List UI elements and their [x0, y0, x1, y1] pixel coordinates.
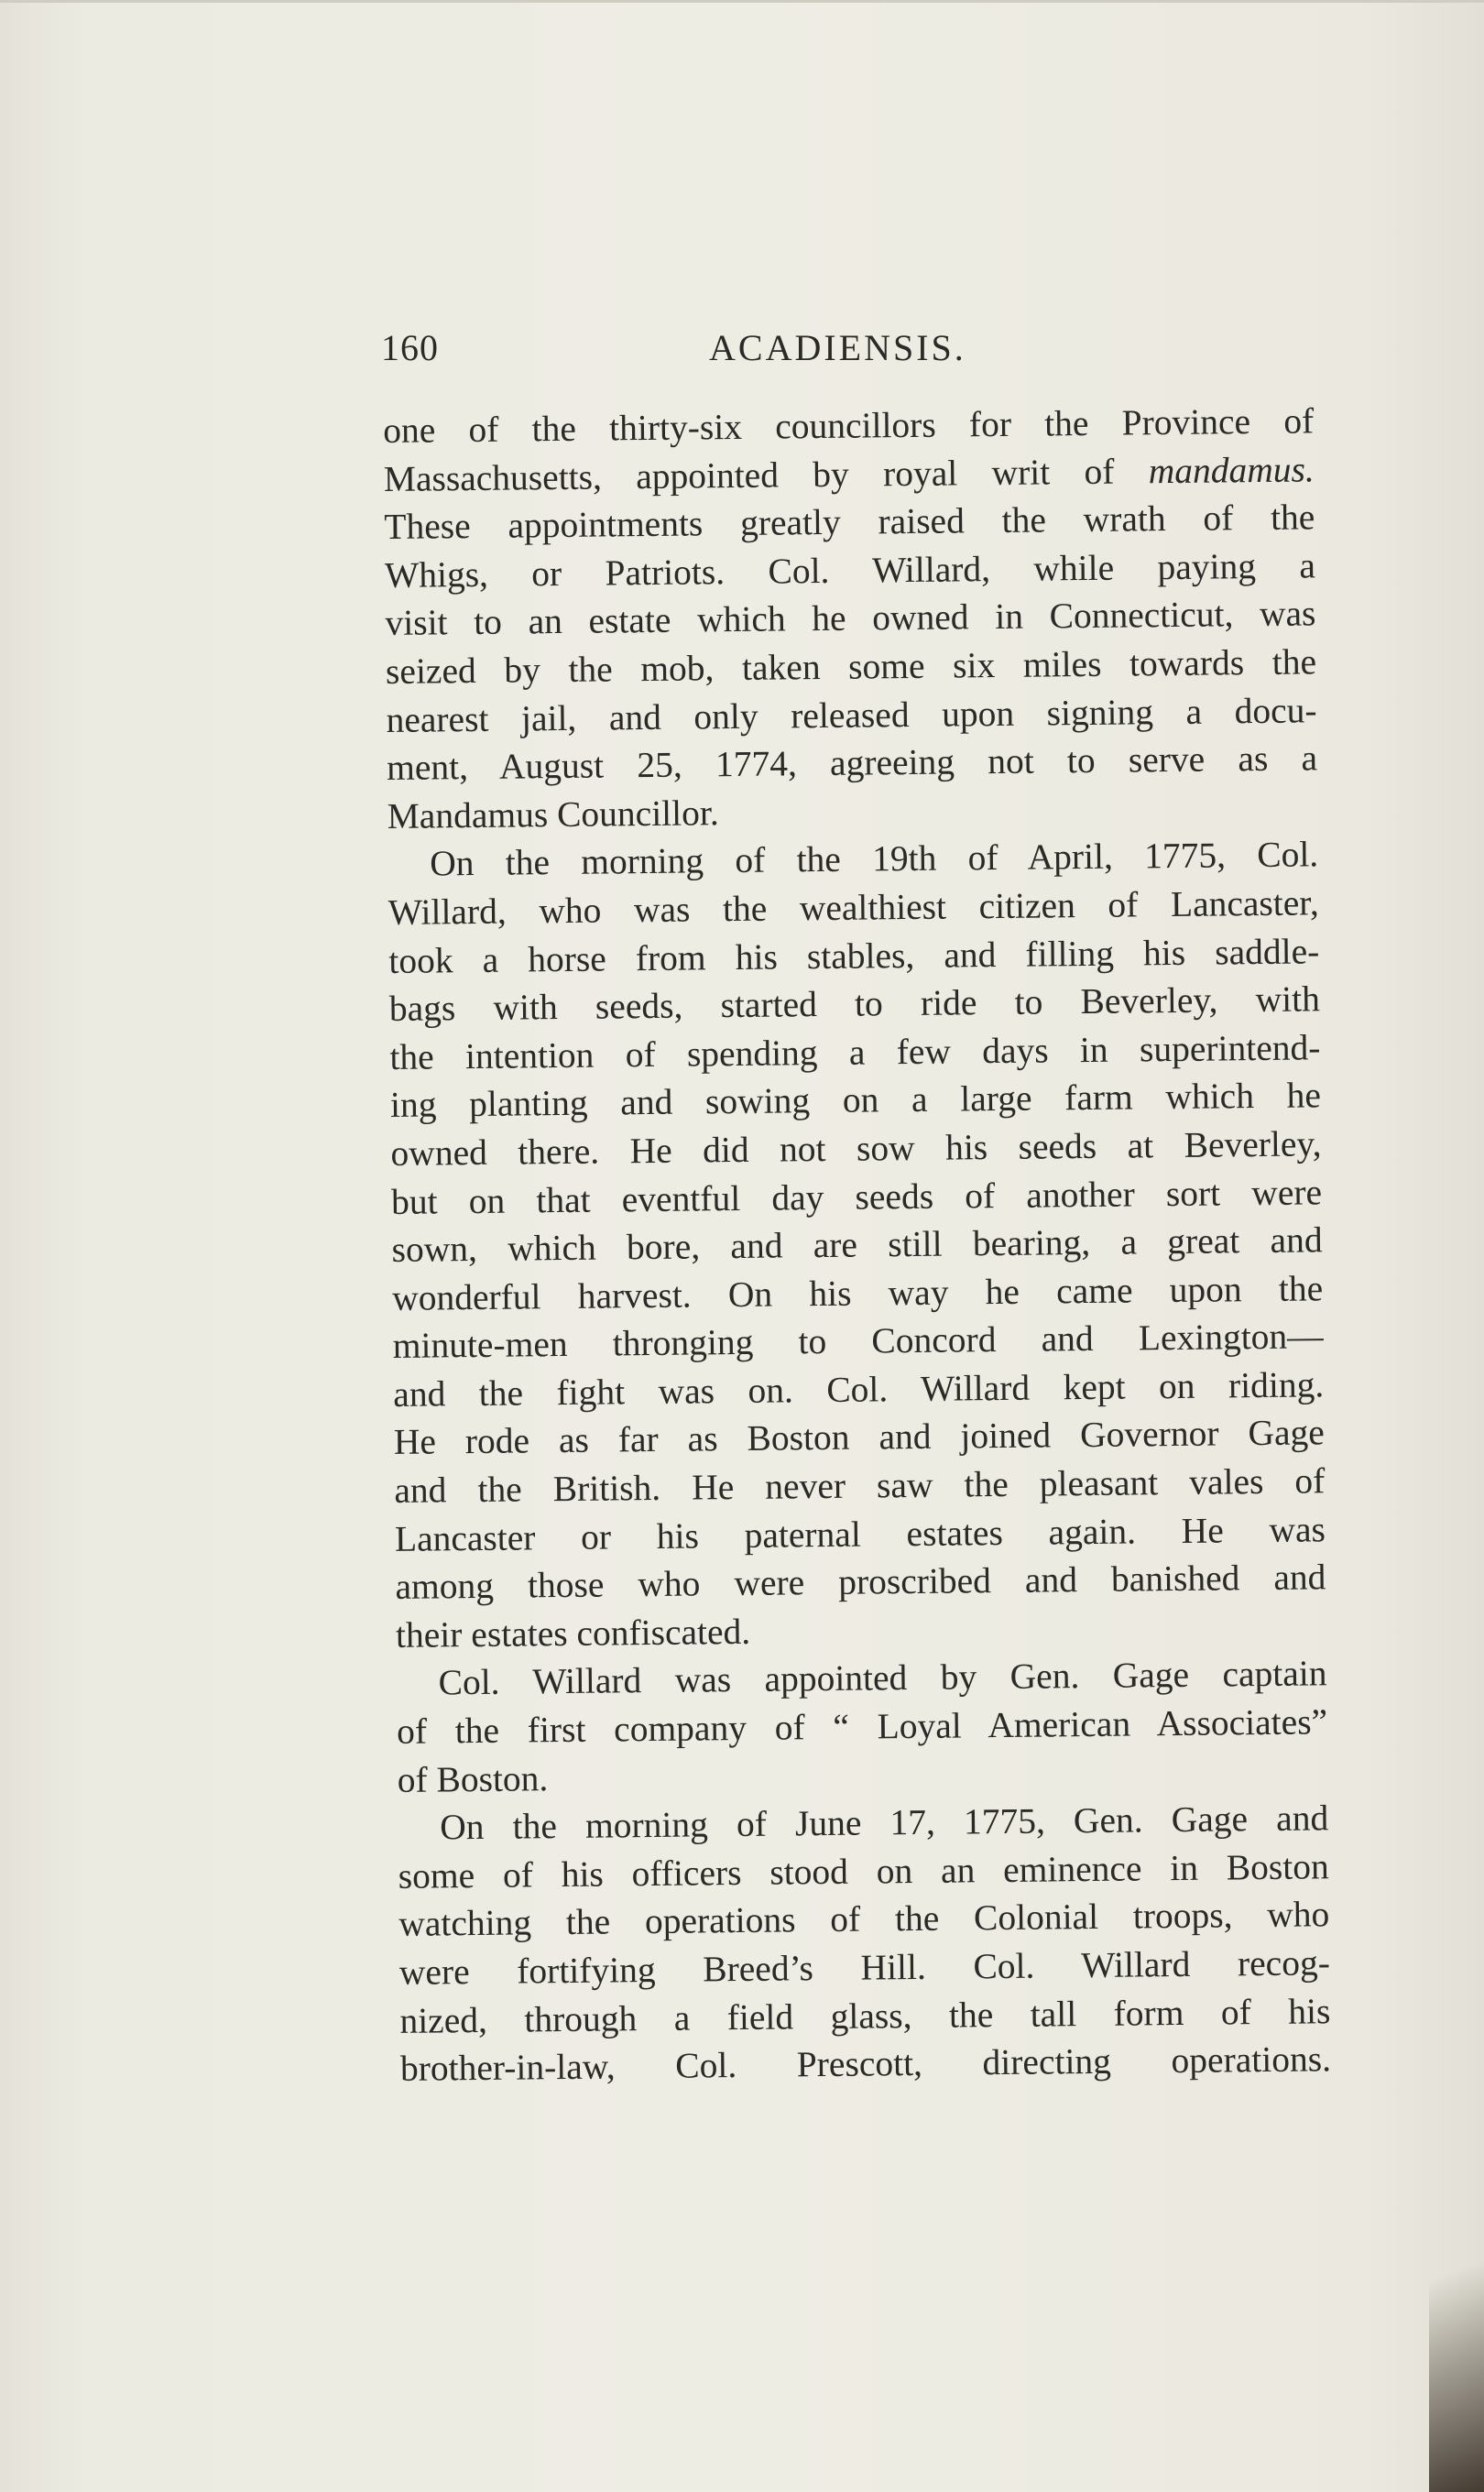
text-line: nized, through a field glass, the tall form of his: [399, 1990, 1331, 2041]
text-line: visit to an estate which he owned in Connecticut, was: [385, 593, 1316, 644]
body-text: [383, 397, 1331, 2093]
text-line: Mandamus Councillor.: [387, 792, 719, 836]
paragraph-3: [396, 1650, 1328, 1804]
text-line: the intention of spending a few days in superintend-: [389, 1027, 1321, 1077]
text-line: of the first company of “ Loyal American Associates”: [396, 1701, 1328, 1752]
text-line: He rode as far as Boston and joined Governor Gage: [393, 1412, 1326, 1463]
text-line: brother-in-law, Col. Prescott, directing operations.: [399, 2038, 1332, 2090]
text-line: some of his officers stood on an eminence in Boston: [398, 1846, 1329, 1896]
text-line: and the British. He never saw the pleasant vales of: [394, 1460, 1326, 1511]
text-line: minute-men thronging to Concord and Lexington—: [392, 1316, 1324, 1367]
text-line: were fortifying Breed’s Hill. Col. Willard recog-: [398, 1942, 1331, 1993]
text-line: Massachusetts, appointed by royal writ of mandamus.: [383, 448, 1315, 499]
text-line: their estates confiscated.: [395, 1611, 751, 1656]
text-line: sown, which bore, and are still bearing, a great and: [391, 1219, 1323, 1271]
text-line: ing planting and sowing on a large farm which he: [389, 1075, 1322, 1126]
text-line: ment, August 25, 1774, agreeing not to serve as a: [386, 738, 1318, 789]
text-line: bags with seeds, started to ride to Beverley, with: [388, 978, 1321, 1030]
text-line: took a horse from his stables, and filling his saddle-: [388, 930, 1320, 981]
text-line: On the morning of June 17, 1775, Gen. Gage and: [440, 1798, 1329, 1848]
text-line: but on that eventful day seeds of another sort were: [390, 1171, 1323, 1222]
text-line: On the morning of the 19th of April, 1775, Col.: [429, 834, 1319, 884]
text-line: nearest jail, and only released upon signing a docu-: [386, 689, 1317, 740]
paragraph-4: [398, 1794, 1331, 2093]
italic-word: mandamus.: [1148, 448, 1315, 491]
text-line: Whigs, or Patriots. Col. Willard, while paying a: [384, 545, 1316, 596]
text-line: owned there. He did not sow his seeds at Beverley,: [390, 1123, 1322, 1174]
text-line: Willard, who was the wealthiest citizen of Lancaster,: [387, 882, 1319, 933]
text-line: among those who were proscribed and banished and: [395, 1557, 1326, 1608]
text-line: one of the thirty-six councillors for the Province of: [383, 400, 1315, 451]
page-number: 160: [381, 327, 439, 368]
page-corner-shadow: [1429, 2126, 1484, 2492]
page-header: [381, 326, 1315, 381]
text-line: seized by the mob, taken some six miles towards the: [385, 641, 1317, 692]
text-line: wonderful harvest. On his way he came upon the: [391, 1267, 1324, 1318]
text-line: of Boston.: [397, 1757, 549, 1800]
page-top-edge: [0, 0, 1484, 3]
text-line: watching the operations of the Colonial troops, who: [398, 1894, 1330, 1945]
text-line: These appointments greatly raised the wrath of the: [384, 497, 1315, 548]
running-title: ACADIENSIS.: [709, 327, 966, 368]
text-line: Lancaster or his paternal estates again. He was: [394, 1508, 1326, 1559]
paragraph-2: [387, 831, 1326, 1660]
text-line: and the fight was on. Col. Willard kept on riding.: [393, 1364, 1325, 1415]
text-line: Col. Willard was appointed by Gen. Gage captain: [438, 1653, 1327, 1703]
paragraph-1: [383, 397, 1318, 840]
